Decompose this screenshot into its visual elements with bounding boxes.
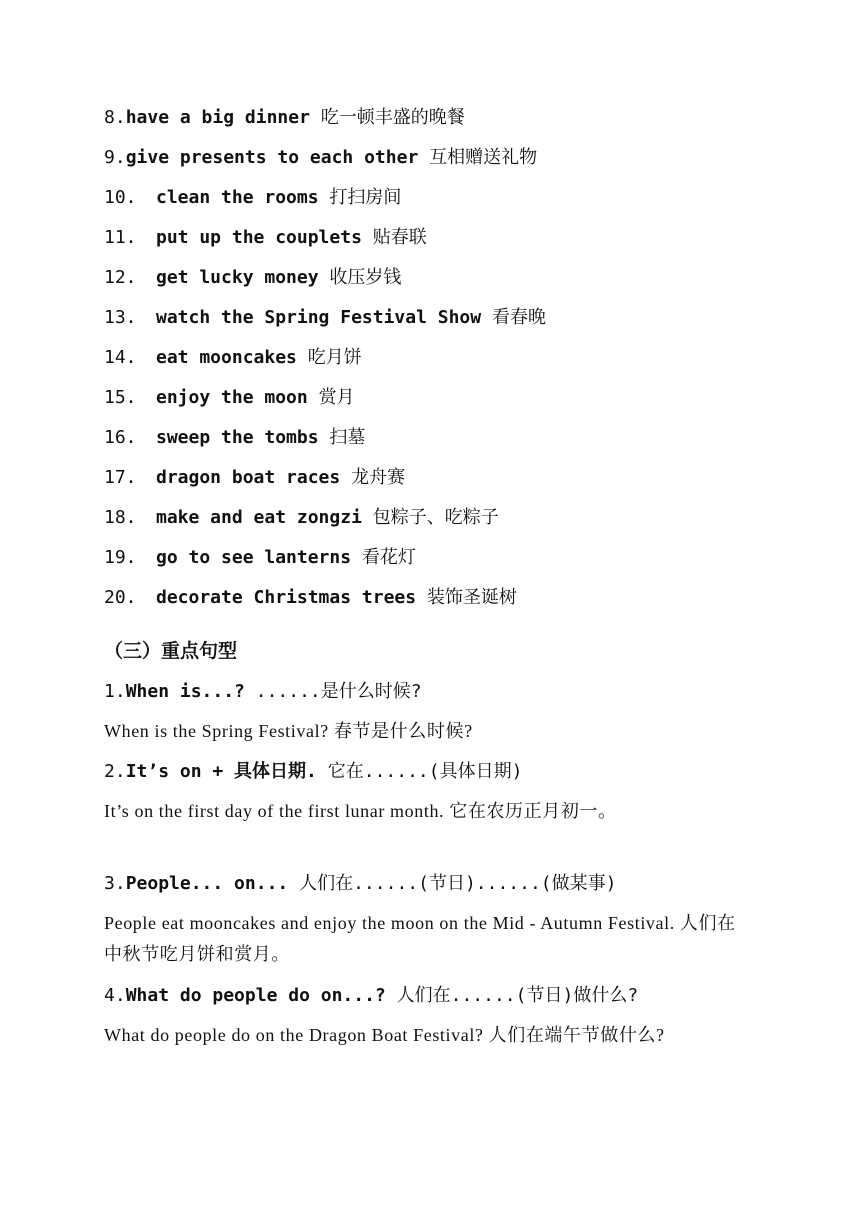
item-english: clean the rooms: [156, 187, 319, 208]
item-english: watch the Spring Festival Show: [156, 307, 482, 328]
pattern-number: 1.: [104, 681, 126, 702]
pattern-text: People... on...: [125, 873, 289, 894]
example-line: When is the Spring Festival? 春节是什么时候?: [104, 721, 473, 741]
item-number: 15.: [104, 387, 137, 408]
sentence-patterns: [104, 676, 754, 1092]
item-english: sweep the tombs: [156, 427, 319, 448]
item-english: get lucky money: [156, 267, 319, 288]
section-heading: （三）重点句型: [104, 640, 238, 662]
item-english: decorate Christmas trees: [156, 587, 417, 608]
item-english: make and eat zongzi: [156, 507, 362, 528]
pattern-number: 2.: [104, 761, 126, 782]
item-chinese: 吃一顿丰盛的晚餐: [320, 107, 465, 128]
list-item: [104, 502, 546, 542]
pattern-number: 4.: [104, 985, 126, 1006]
item-chinese: 看春晚: [491, 307, 546, 328]
item-number: 18.: [104, 507, 137, 528]
list-item: [104, 542, 546, 582]
item-english: have a big dinner: [125, 107, 310, 128]
list-item: [104, 582, 546, 622]
item-english: give presents to each other: [125, 147, 419, 168]
item-english: eat mooncakes: [156, 347, 297, 368]
item-chinese: 扫墓: [329, 427, 366, 448]
list-item: [104, 222, 546, 262]
pattern-line: [104, 676, 754, 716]
item-number: 12.: [104, 267, 137, 288]
item-number: 14.: [104, 347, 137, 368]
list-item: [104, 182, 546, 222]
pattern-meaning: ......是什么时候?: [255, 681, 422, 702]
item-number: 13.: [104, 307, 137, 328]
list-item: [104, 382, 546, 422]
item-number: 17.: [104, 467, 137, 488]
item-english: dragon boat races: [156, 467, 341, 488]
list-item: [104, 342, 546, 382]
item-number: 19.: [104, 547, 137, 568]
item-english: put up the couplets: [156, 227, 362, 248]
example-line: What do people do on the Dragon Boat Festival? 人们在端午节做什么?: [104, 1025, 665, 1045]
item-number: 9.: [104, 147, 126, 168]
item-chinese: 贴春联: [372, 227, 427, 248]
item-chinese: 龙舟赛: [351, 467, 406, 488]
item-number: 16.: [104, 427, 137, 448]
pattern-text: It’s on + 具体日期.: [125, 761, 317, 782]
item-number: 8.: [104, 107, 126, 128]
item-chinese: 装饰圣诞树: [426, 587, 517, 608]
example-line: It’s on the first day of the first lunar month. 它在农历正月初一。: [104, 801, 617, 821]
item-chinese: 互相赠送礼物: [429, 147, 538, 168]
list-item: [104, 142, 546, 182]
item-number: 10.: [104, 187, 137, 208]
list-item: [104, 302, 546, 342]
item-english: enjoy the moon: [156, 387, 308, 408]
example-line: People eat mooncakes and enjoy the moon on the Mid - Autumn Festival. 人们在中秋节吃月饼和赏月。: [104, 913, 736, 964]
item-english: go to see lanterns: [156, 547, 352, 568]
pattern-meaning: 人们在......(节日)......(做某事): [299, 873, 617, 894]
item-number: 11.: [104, 227, 137, 248]
pattern-text: When is...?: [125, 681, 245, 702]
item-chinese: 赏月: [318, 387, 355, 408]
list-item: [104, 262, 546, 302]
item-number: 20.: [104, 587, 137, 608]
item-chinese: 收压岁钱: [329, 267, 402, 288]
item-chinese: 吃月饼: [307, 347, 362, 368]
pattern-meaning: 人们在......(节日)做什么?: [396, 985, 639, 1006]
item-chinese: 包粽子、吃粽子: [372, 507, 499, 528]
list-item: [104, 422, 546, 462]
pattern-line: [104, 980, 754, 1020]
pattern-line: [104, 868, 754, 908]
pattern-line: [104, 756, 754, 796]
list-item: [104, 102, 546, 142]
pattern-meaning: 它在......(具体日期): [327, 761, 523, 782]
item-chinese: 看花灯: [361, 547, 416, 568]
list-item: [104, 462, 546, 502]
item-chinese: 打扫房间: [329, 187, 402, 208]
pattern-number: 3.: [104, 873, 126, 894]
pattern-text: What do people do on...?: [125, 985, 386, 1006]
vocabulary-list: [104, 102, 546, 622]
